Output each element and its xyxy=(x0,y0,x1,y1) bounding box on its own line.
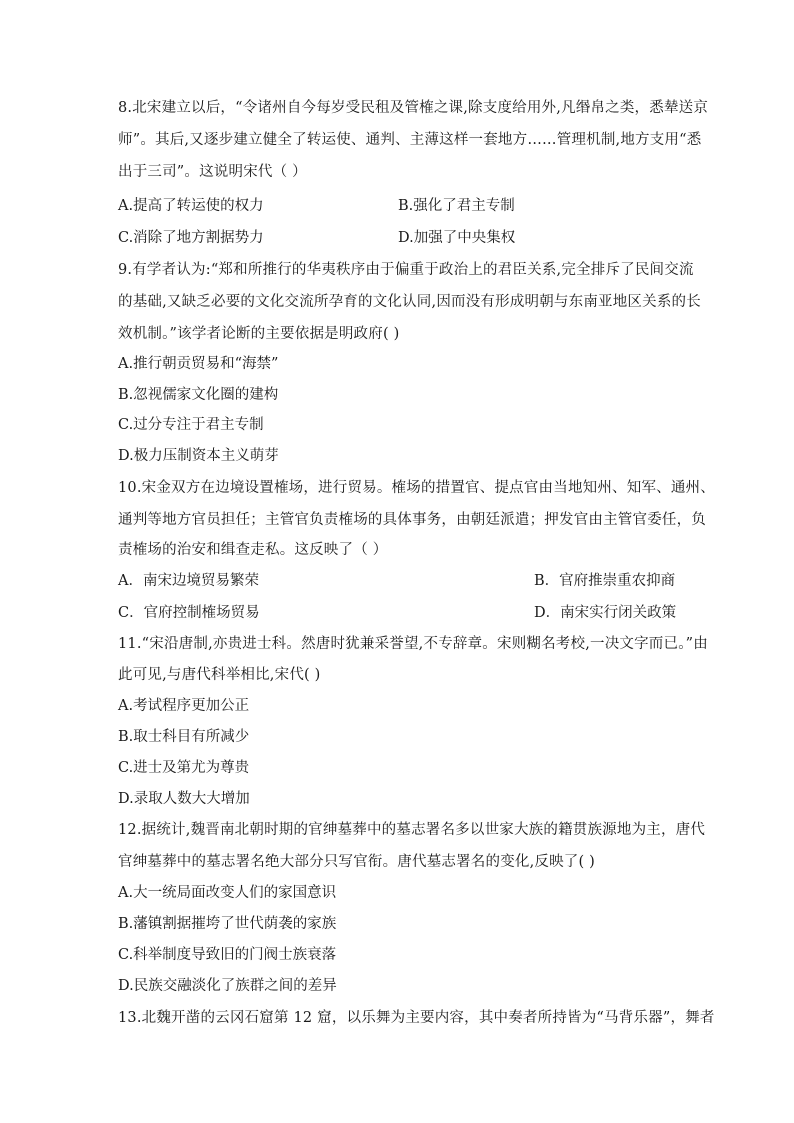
q11-stem-line-1: 11.“宋沿唐制,亦贵进士科。然唐时犹兼采誉望,不专辞章。宋则糊名考校,一决文字而已。”由 xyxy=(118,636,708,652)
q10-option-c: C．官府控制榷场贸易 xyxy=(118,605,260,621)
q11-option-d: D.录取人数大大增加 xyxy=(118,791,250,807)
q8-option-b: B.强化了君主专制 xyxy=(398,198,515,214)
q10-stem-line-1: 10.宋金双方在边境设置榷场，进行贸易。榷场的措置官、提点官由当地知州、知军、通州、 xyxy=(118,480,715,496)
q10-option-d: D．南宋实行闭关政策 xyxy=(534,605,677,621)
q8-option-a: A.提高了转运使的权力 xyxy=(118,198,264,214)
q12-option-b: B.藩镇割据摧垮了世代荫袭的家族 xyxy=(118,916,337,932)
q9-stem-line-2: 的基础,又缺乏必要的文化交流所孕育的文化认同,因而没有形成明朝与东南亚地区关系的长 xyxy=(118,294,701,310)
q11-option-a: A.考试程序更加公正 xyxy=(118,698,250,714)
q11-option-c: C.进士及第尤为尊贵 xyxy=(118,760,250,776)
q8-option-d: D.加强了中央集权 xyxy=(398,230,516,246)
q13-stem-line-1: 13.北魏开凿的云冈石窟第 12 窟，以乐舞为主要内容，其中奏者所持皆为“马背乐器”，舞者 xyxy=(118,1010,715,1026)
q11-option-b: B.取士科目有所减少 xyxy=(118,729,250,745)
q12-option-c: C.科举制度导致旧的门阀士族衰落 xyxy=(118,947,337,963)
q8-stem-line-1: 8.北宋建立以后，“令诸州自今每岁受民租及管榷之课,除支度给用外,凡缗帛之类，悉辇送京 xyxy=(118,100,709,116)
q8-option-c: C.消除了地方割据势力 xyxy=(118,230,264,246)
q10-stem-line-3: 责榷场的治安和缉查走私。这反映了（ ） xyxy=(118,542,388,558)
q9-option-b: B.忽视儒家文化圈的建构 xyxy=(118,387,279,403)
q9-option-c: C.过分专注于君主专制 xyxy=(118,417,264,433)
q9-stem-line-1: 9.有学者认为:“郑和所推行的华夷秩序由于偏重于政治上的君臣关系,完全排斥了民间交流 xyxy=(118,262,694,278)
q10-option-b: B．官府推崇重农抑商 xyxy=(534,573,676,589)
q9-stem-line-3: 效机制。”该学者论断的主要依据是明政府( ) xyxy=(118,326,400,342)
q10-stem-line-2: 通判等地方官员担任；主管官负责榷场的具体事务，由朝廷派遣；押发官由主管官委任，负 xyxy=(118,512,706,528)
q9-option-a: A.推行朝贡贸易和“海禁” xyxy=(118,356,279,372)
q8-stem-line-3: 出于三司”。这说明宋代（ ） xyxy=(118,164,307,180)
q8-stem-line-2: 师”。其后,又逐步建立健全了转运使、通判、主薄这样一套地方……管理机制,地方支用“悉 xyxy=(118,132,702,148)
q12-option-d: D.民族交融淡化了族群之间的差异 xyxy=(118,978,337,994)
q11-stem-line-2: 此可见,与唐代科举相比,宋代( ) xyxy=(118,667,321,683)
q12-stem-line-2: 官绅墓葬中的墓志署名绝大部分只写官衔。唐代墓志署名的变化,反映了( ) xyxy=(118,854,596,870)
q12-stem-line-1: 12.据统计,魏晋南北朝时期的官绅墓葬中的墓志署名多以世家大族的籍贯族源地为主，唐代 xyxy=(118,822,706,838)
q9-option-d: D.极力压制资本主义萌芽 xyxy=(118,448,279,464)
q12-option-a: A.大一统局面改变人们的家国意识 xyxy=(118,885,337,901)
q10-option-a: A．南宋边境贸易繁荣 xyxy=(118,573,259,589)
